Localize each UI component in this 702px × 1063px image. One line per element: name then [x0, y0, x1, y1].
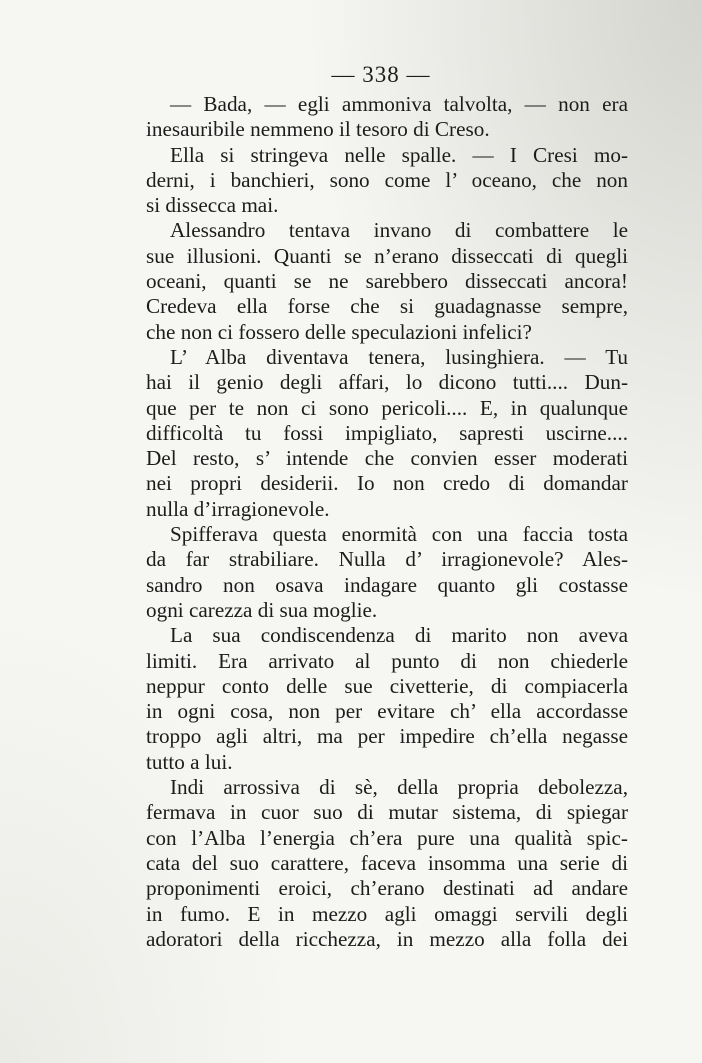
paragraph: [146, 143, 628, 219]
text-line: fermava in cuor suo di mutar sistema, di spiegar: [146, 800, 628, 825]
text-line: limiti. Era arrivato al punto di non chiederle: [146, 648, 628, 673]
text-line: difficoltà tu fossi impigliato, sapresti uscirne....: [146, 420, 628, 445]
text-line: nulla d’irragionevole.: [146, 496, 330, 521]
paragraph: [146, 345, 628, 522]
text-line: tutto a lui.: [146, 749, 233, 774]
text-line: — Bada, — egli ammoniva talvolta, — non era: [170, 92, 628, 116]
text-line: que per te non ci sono pericoli.... E, in qualunque: [146, 395, 628, 420]
text-line: La sua condiscendenza di marito non aveva: [170, 623, 628, 648]
text-line: Del resto, s’ intende che convien esser moderati: [146, 446, 628, 471]
text-line: in fumo. E in mezzo agli omaggi servili degli: [146, 901, 628, 926]
text-line: hai il genio degli affari, lo dicono tutti.... Dun-: [146, 370, 628, 395]
text-line: Spifferava questa enormità con una faccia tosta: [170, 522, 628, 547]
text-line: adoratori della ricchezza, in mezzo alla folla dei: [146, 926, 628, 951]
text-line: ogni carezza di sua moglie.: [146, 597, 378, 622]
text-line: da far strabiliare. Nulla d’ irragionevole? Ales-: [146, 547, 628, 572]
text-line: L’ Alba diventava tenera, lusinghiera. — Tu: [170, 344, 628, 369]
paragraph: [146, 775, 628, 952]
paragraph: [146, 522, 628, 623]
text-line: oceani, quanti se ne sarebbero disseccati ancora!: [146, 269, 628, 294]
text-line: si dissecca mai.: [146, 193, 279, 218]
text-line: Ella si stringeva nelle spalle. — I Cresi mo-: [170, 142, 628, 167]
text-line: Indi arrossiva di sè, della propria debolezza,: [170, 775, 628, 800]
text-line: nei propri desiderii. Io non credo di domandar: [146, 471, 628, 496]
text-line: troppo agli altri, ma per impedire ch’ella negasse: [146, 724, 628, 749]
text-line: derni, i banchieri, sono come l’ oceano, che non: [146, 167, 628, 192]
text-line: in ogni cosa, non per evitare ch’ ella accordasse: [146, 699, 628, 724]
text-line: sandro non osava indagare quanto gli costasse: [146, 572, 628, 597]
text-line: neppur conto delle sue civetterie, di compiacerla: [146, 673, 628, 698]
text-line: con l’Alba l’energia ch’era pure una qualità spic-: [146, 825, 628, 850]
text-line: proponimenti eroici, ch’erano destinati ad andare: [146, 876, 628, 901]
paragraph: [146, 92, 628, 143]
text-line: Credeva ella forse che si guadagnasse sempre,: [146, 294, 628, 319]
page-number: — 338 —: [331, 62, 431, 87]
paragraph: [146, 623, 628, 775]
text-line: sue illusioni. Quanti se n’erano disseccati di quegli: [146, 243, 628, 268]
paragraph: [146, 218, 628, 344]
text-line: che non ci fossero delle speculazioni infelici?: [146, 319, 532, 344]
text-line: cata del suo carattere, faceva insomma una serie di: [146, 850, 628, 875]
text-line: Alessandro tentava invano di combattere le: [170, 218, 628, 243]
text-line: inesauribile nemmeno il tesoro di Creso.: [146, 117, 490, 142]
body-text: [146, 92, 628, 952]
